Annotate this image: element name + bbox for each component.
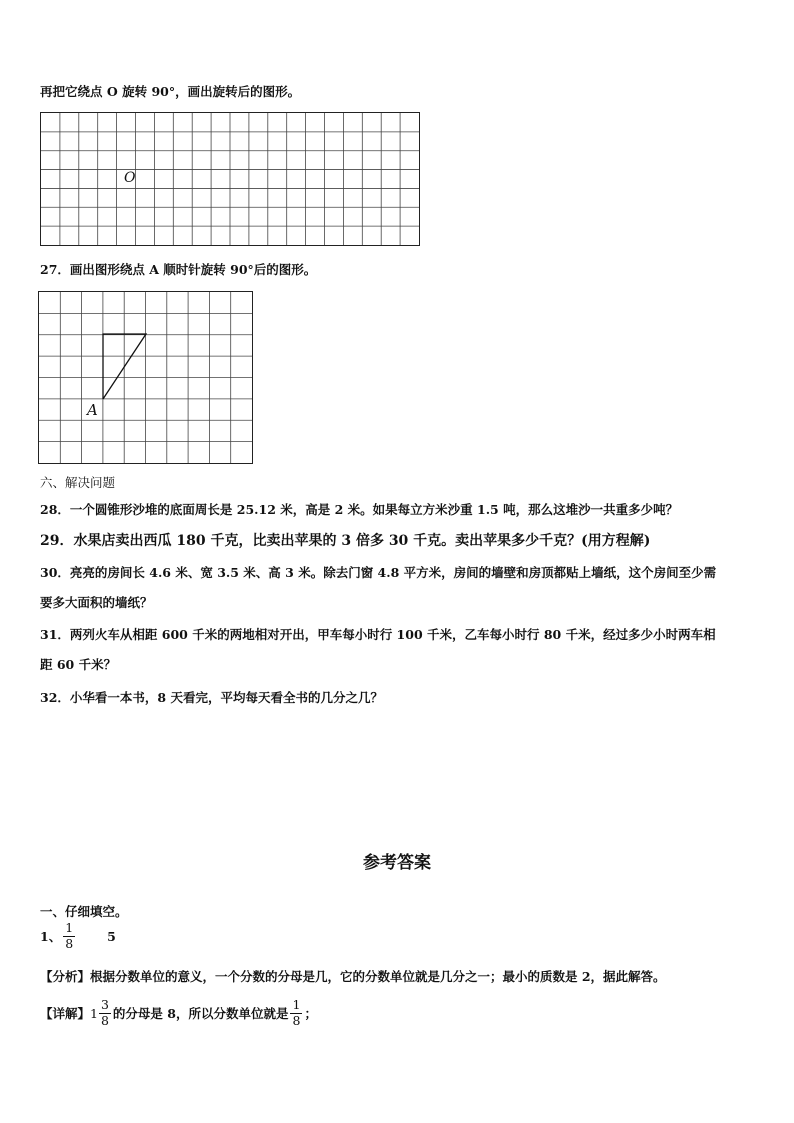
q30-text-line1: 30．亮亮的房间长 4.6 米、宽 3.5 米、高 3 米。除去门窗 4.8 平方米，房间的墙壁和房顶都贴上墙纸，这个房间至少需	[40, 565, 717, 580]
detail-prefix: 【详解】	[40, 1006, 91, 1021]
q26-tail-text: 再把它绕点 O 旋转 90°，画出旋转后的图形。	[40, 84, 301, 99]
answer-1-fraction	[63, 922, 75, 950]
point-a-label: A	[87, 401, 98, 419]
detail-text	[40, 999, 317, 1027]
detail-fraction	[290, 999, 302, 1027]
q28-text: 28．一个圆锥形沙堆的底面周长是 25.12 米，高是 2 米。如果每立方米沙重 1.5 吨，那么这堆沙一共重多少吨？	[40, 502, 679, 517]
mixed-number	[90, 999, 113, 1027]
q31-text-line2: 距 60 千米？	[40, 657, 117, 672]
detail-middle: 的分母是 8，所以分数单位就是	[112, 1006, 289, 1021]
detail-numerator: 1	[292, 997, 301, 1012]
analysis-text: 【分析】根据分数单位的意义，一个分数的分母是几，它的分数单位就是几分之一；最小的质数是 2，据此解答。	[40, 969, 666, 984]
q31-text-line1: 31．两列火车从相距 600 千米的两地相对开出，甲车每小时行 100 千米，乙车每小时行 80 千米，经过多少小时两车相	[40, 627, 716, 642]
fraction-numerator: 1	[65, 920, 74, 935]
q27-text: 27．画出图形绕点 A 顺时针旋转 90°后的图形。	[40, 262, 317, 277]
fraction-denominator: 8	[65, 935, 74, 951]
answer-section-1: 一、仔细填空。	[40, 904, 128, 919]
detail-suffix: ；	[304, 1006, 317, 1021]
answer-1-number: 1、	[40, 929, 62, 944]
answer-1-second: 5	[107, 928, 116, 944]
detail-denominator: 8	[292, 1012, 301, 1028]
mixed-numerator: 3	[100, 997, 109, 1012]
answer-title: 参考答案	[363, 853, 431, 873]
q29-text: 29．水果店卖出西瓜 180 千克，比卖出苹果的 3 倍多 30 千克。卖出苹果多少千克？(用方程解)	[40, 533, 651, 549]
point-o-label: O	[124, 170, 136, 186]
q30-text-line2: 要多大面积的墙纸？	[40, 595, 153, 610]
section-6-heading: 六、解决问题	[40, 475, 116, 490]
mixed-denominator: 8	[100, 1012, 109, 1028]
q32-text: 32．小华看一本书，8 天看完，平均每天看全书的几分之几？	[40, 690, 383, 705]
mixed-whole: 1	[90, 1005, 98, 1021]
grid-1-lines	[41, 113, 419, 245]
answer-1	[40, 922, 116, 950]
grid-2	[38, 291, 253, 464]
grid-2-lines	[39, 292, 252, 463]
grid-1	[40, 112, 420, 246]
